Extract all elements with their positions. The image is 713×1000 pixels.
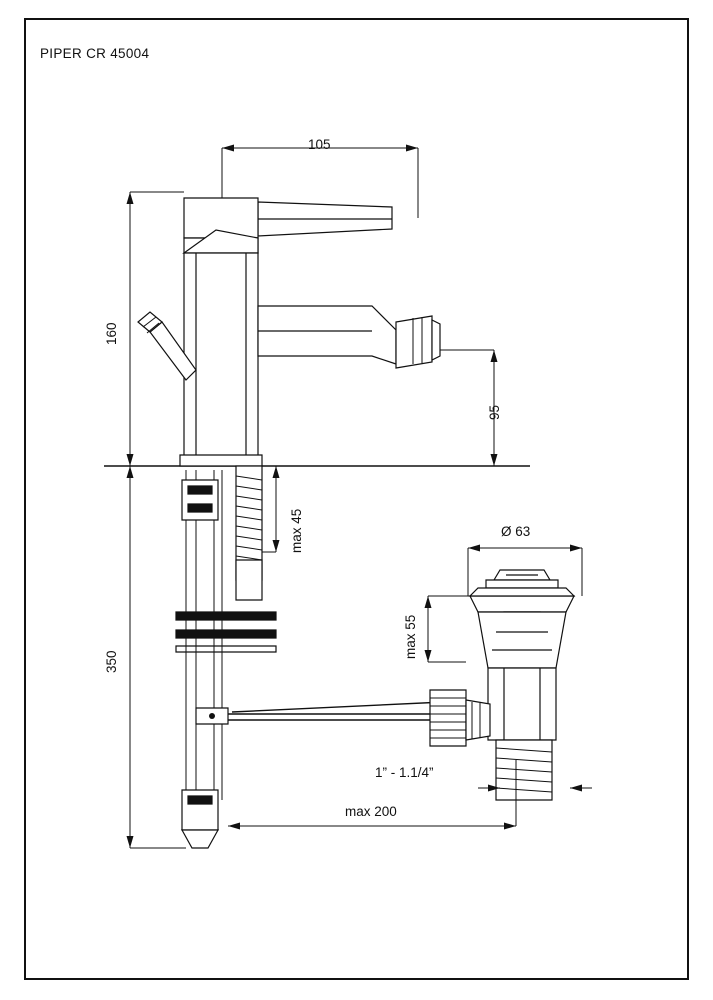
dimension-label-105: 105 — [308, 137, 331, 152]
tap-shank-assembly — [176, 466, 276, 848]
dimension-label-95: 95 — [487, 404, 502, 420]
page-title: PIPER CR 45004 — [40, 46, 150, 61]
horizontal-lift-rod — [228, 702, 444, 720]
dimension-max-55 — [425, 596, 471, 662]
dimension-label-diameter-63: Ø 63 — [501, 524, 531, 539]
dimension-350 — [127, 466, 187, 848]
dimension-label-350: 350 — [104, 650, 119, 673]
dimension-label-max-200: max 200 — [345, 804, 397, 819]
dimension-max-200 — [228, 760, 516, 830]
dimension-label-thread-size: 1” - 1.1/4” — [375, 765, 434, 780]
dimension-label-max-55: max 55 — [403, 614, 418, 659]
spout — [258, 306, 440, 368]
dimension-label-160: 160 — [104, 322, 119, 345]
pop-up-waste-assembly — [430, 570, 574, 800]
dimension-label-max-45: max 45 — [289, 508, 304, 553]
